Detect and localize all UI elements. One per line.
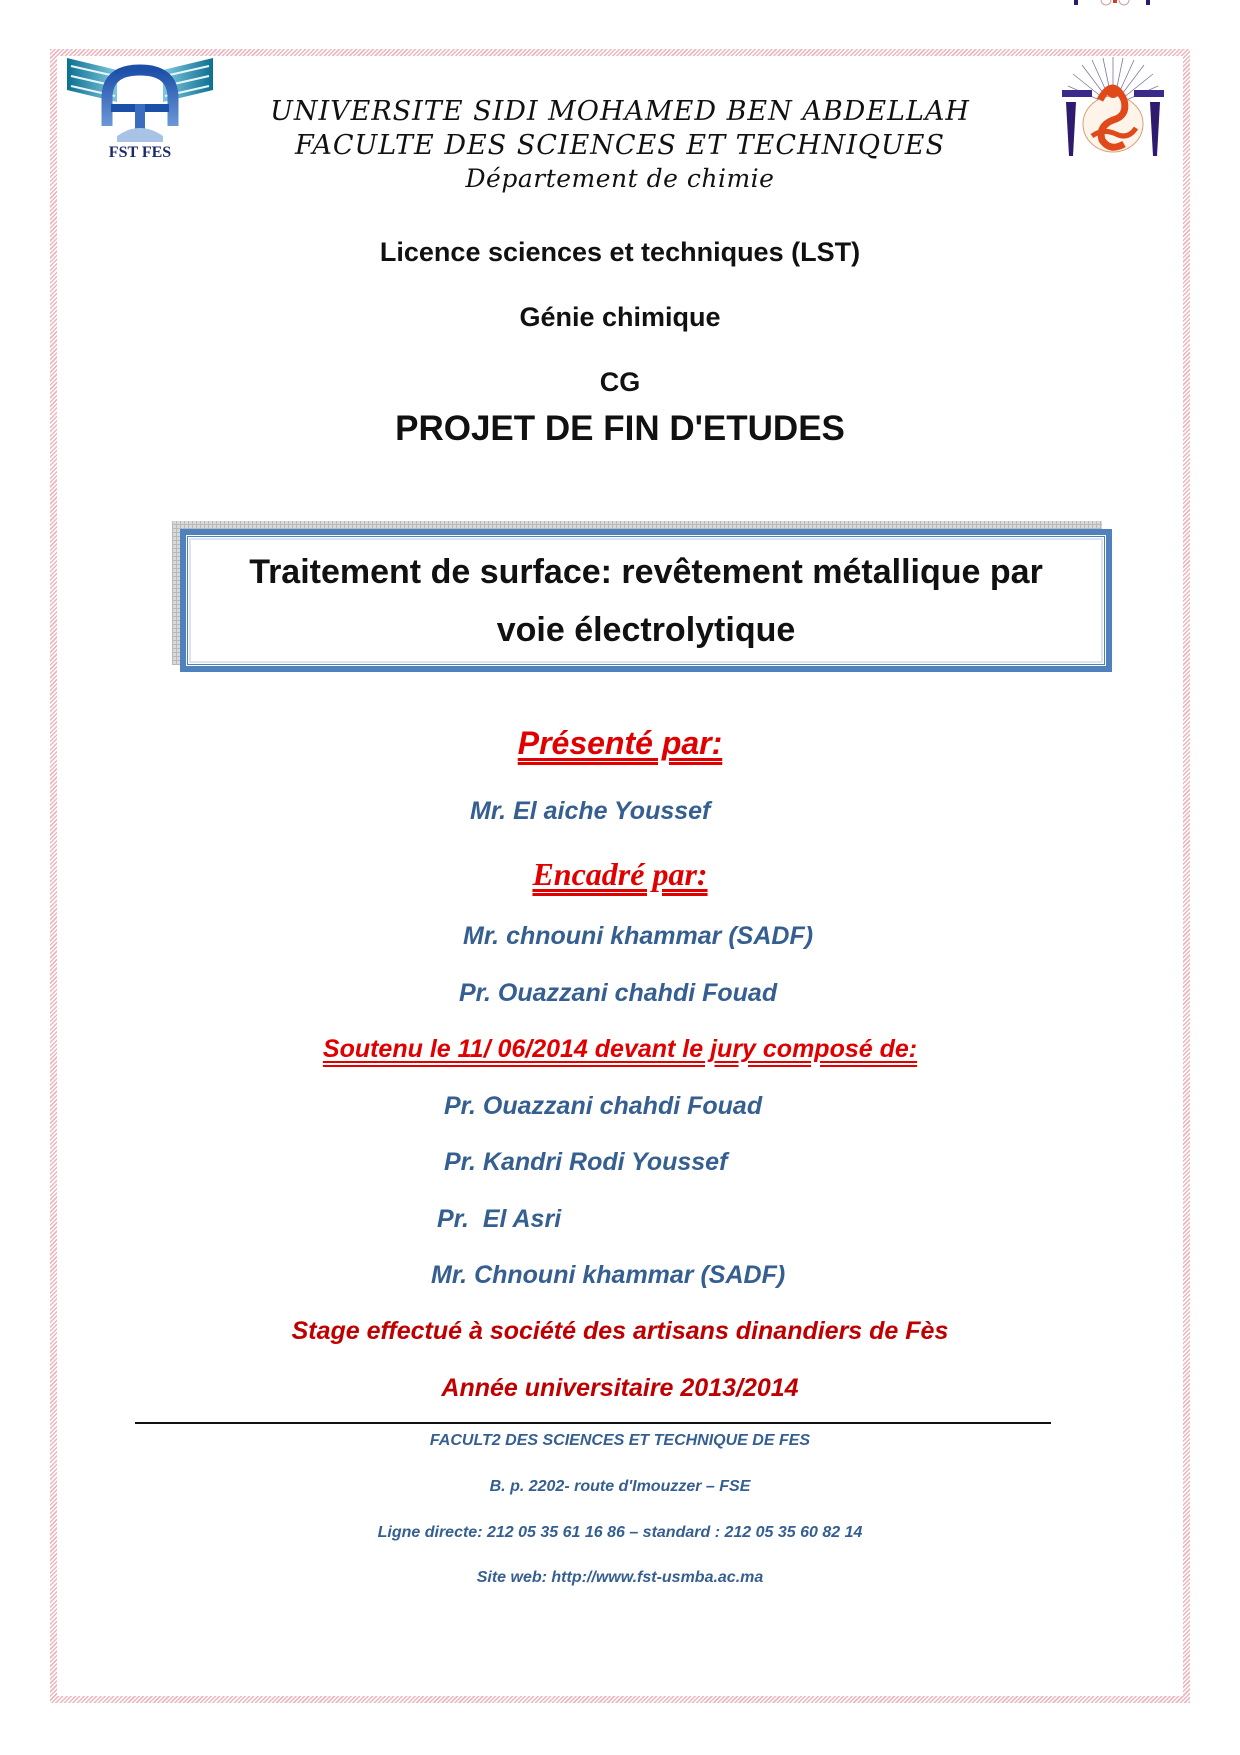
cropped-emblem-fragment-icon xyxy=(1060,0,1165,6)
student-name: Mr. El aiche Youssef xyxy=(470,797,711,825)
faculty-name: FACULTE DES SCIENCES ET TECHNIQUES xyxy=(295,130,945,161)
supervisor-name-1: Mr. chnouni khammar (SADF) xyxy=(463,922,814,950)
project-title-line-1: Traitement de surface: revêtement métallique par xyxy=(249,552,1043,591)
program-code: CG xyxy=(599,367,641,397)
academic-year: Année universitaire 2013/2014 xyxy=(441,1374,799,1402)
jury-member-1: Pr. Ouazzani chahdi Fouad xyxy=(444,1092,763,1120)
footer-divider xyxy=(135,1422,1051,1424)
jury-member-2: Pr. Kandri Rodi Youssef xyxy=(444,1148,728,1176)
university-name: UNIVERSITE SIDI MOHAMED BEN ABDELLAH xyxy=(270,96,970,127)
department-name: Département de chimie xyxy=(465,164,775,193)
presented-by-row xyxy=(0,725,1240,762)
svg-text:FST FES: FST FES xyxy=(108,144,172,160)
footer-phones: Ligne directe: 212 05 35 61 16 86 – standard : 212 05 35 60 82 14 xyxy=(377,1524,863,1541)
footer-website: Site web: http://www.fst-usmba.ac.ma xyxy=(476,1569,764,1586)
specialty-title: Génie chimique xyxy=(519,302,721,332)
jury-member-3: Pr. El Asri xyxy=(437,1205,562,1233)
project-title-box xyxy=(180,529,1112,672)
supervisor-name-2: Pr. Ouazzani chahdi Fouad xyxy=(459,979,778,1007)
degree-title: Licence sciences et techniques (LST) xyxy=(379,237,861,267)
footer-institution: FACULT2 DES SCIENCES ET TECHNIQUE DE FES xyxy=(429,1432,811,1449)
project-title-line-2: voie électrolytique xyxy=(496,610,796,649)
document-type-title: PROJET DE FIN D'ETUDES xyxy=(395,409,845,448)
presented-by-heading: Présenté par: xyxy=(517,725,723,761)
supervised-by-heading: Encadré par: xyxy=(532,856,708,892)
jury-heading: Soutenu le 11/ 06/2014 devant le jury composé de: xyxy=(322,1035,918,1063)
jury-row xyxy=(0,1035,1240,1064)
internship-info: Stage effectué à société des artisans dinandiers de Fès xyxy=(291,1317,949,1345)
jury-member-4: Mr. Chnouni khammar (SADF) xyxy=(431,1261,786,1289)
footer-address: B. p. 2202- route d'Imouzzer – FSE xyxy=(489,1478,751,1495)
supervised-by-row xyxy=(0,856,1240,893)
